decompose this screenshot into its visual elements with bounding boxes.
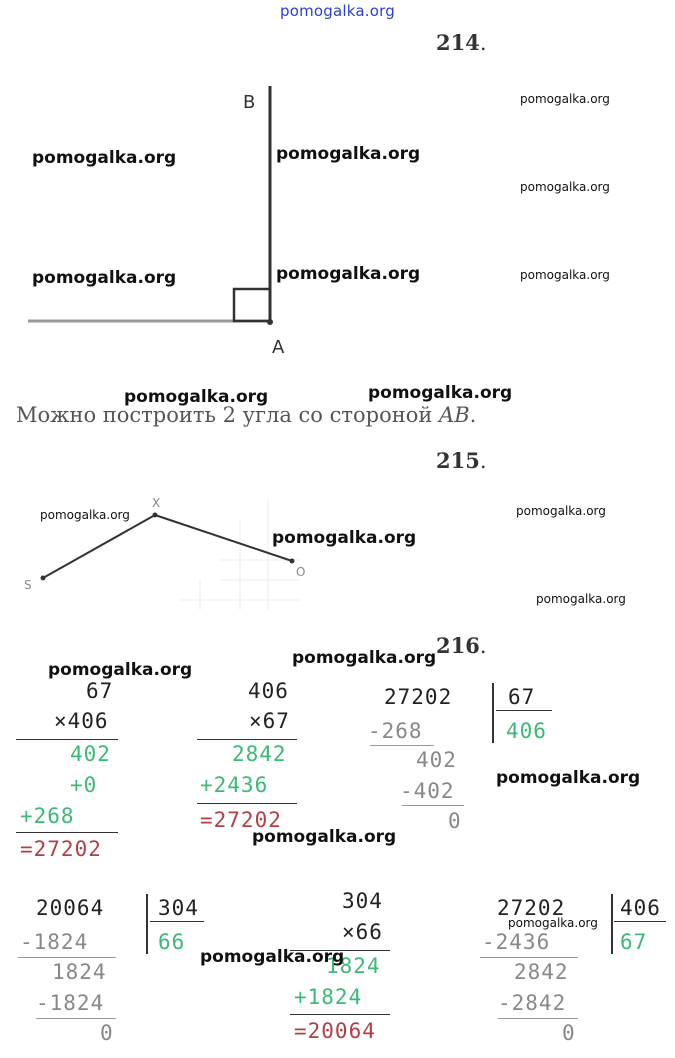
factor-a: 406 — [248, 679, 289, 703]
divisor: 406 — [620, 896, 661, 920]
factor-b: ×66 — [342, 920, 383, 944]
partial-1: 2842 — [232, 742, 287, 766]
watermark: pomogalka.org — [508, 916, 598, 930]
divisor: 304 — [158, 896, 199, 920]
task-214-answer: Можно построить 2 угла со стороной AB. — [16, 403, 477, 427]
partial-2: +2436 — [200, 773, 269, 797]
partial-2: +1824 — [294, 985, 363, 1009]
product: =27202 — [200, 808, 282, 832]
label-b: B — [243, 92, 256, 113]
watermark: pomogalka.org — [520, 180, 610, 194]
watermark: pomogalka.org — [200, 947, 345, 967]
partial-2: +0 — [70, 773, 98, 797]
watermark-top: pomogalka.org — [280, 2, 395, 20]
remainder-2: 0 — [100, 1021, 114, 1045]
factor-a: 304 — [342, 889, 383, 913]
right-angle-mark — [234, 289, 270, 321]
dividend: 27202 — [384, 685, 453, 709]
divisor: 67 — [508, 685, 536, 709]
watermark: pomogalka.org — [252, 827, 397, 847]
ray-xs — [43, 515, 155, 578]
watermark: pomogalka.org — [520, 92, 610, 106]
remainder-1: 2842 — [514, 960, 569, 984]
point-o — [290, 559, 295, 564]
watermark: pomogalka.org — [32, 268, 177, 288]
partial-1: 402 — [70, 742, 111, 766]
quotient: 66 — [158, 930, 186, 954]
watermark: pomogalka.org — [32, 148, 177, 168]
product: =20064 — [294, 1019, 376, 1043]
remainder-1: 402 — [416, 748, 457, 772]
dividend: 27202 — [497, 896, 566, 920]
subtrahend-1: -2436 — [482, 930, 551, 954]
label-a: A — [272, 337, 285, 358]
dividend: 20064 — [36, 896, 105, 920]
watermark: pomogalka.org — [40, 508, 130, 522]
watermark: pomogalka.org — [496, 768, 641, 788]
watermark: pomogalka.org — [292, 648, 437, 668]
subtrahend-2: -402 — [400, 779, 455, 803]
partial-3: +268 — [20, 804, 75, 828]
subtrahend-2: -1824 — [36, 991, 105, 1015]
watermark: pomogalka.org — [272, 528, 417, 548]
task-number-214: 214. — [436, 30, 487, 55]
watermark: pomogalka.org — [536, 592, 626, 606]
watermark: pomogalka.org — [276, 264, 421, 284]
watermark: pomogalka.org — [276, 144, 421, 164]
point-x — [153, 513, 158, 518]
subtrahend-1: -268 — [368, 719, 423, 743]
partial-1: 1824 — [326, 954, 381, 978]
remainder-1: 1824 — [52, 960, 107, 984]
quotient: 406 — [506, 719, 547, 743]
label-s: S — [24, 578, 32, 592]
factor-b: ×67 — [249, 709, 290, 733]
label-x: X — [152, 496, 161, 510]
task-number-215: 215. — [436, 448, 487, 473]
subtrahend-1: -1824 — [20, 930, 89, 954]
point-a — [267, 319, 273, 325]
watermark: pomogalka.org — [48, 660, 193, 680]
product: =27202 — [20, 837, 102, 861]
task-number-216: 216. — [436, 633, 487, 658]
label-o: O — [296, 565, 306, 579]
watermark: pomogalka.org — [368, 383, 513, 403]
remainder-2: 0 — [562, 1021, 576, 1045]
watermark: pomogalka.org — [516, 504, 606, 518]
factor-b: ×406 — [54, 709, 109, 733]
watermark: pomogalka.org — [124, 387, 269, 407]
faint-grid — [180, 500, 300, 610]
point-s — [41, 576, 46, 581]
quotient: 67 — [620, 930, 648, 954]
watermark: pomogalka.org — [520, 268, 610, 282]
factor-a: 67 — [86, 679, 114, 703]
subtrahend-2: -2842 — [498, 991, 567, 1015]
remainder-2: 0 — [448, 809, 462, 833]
